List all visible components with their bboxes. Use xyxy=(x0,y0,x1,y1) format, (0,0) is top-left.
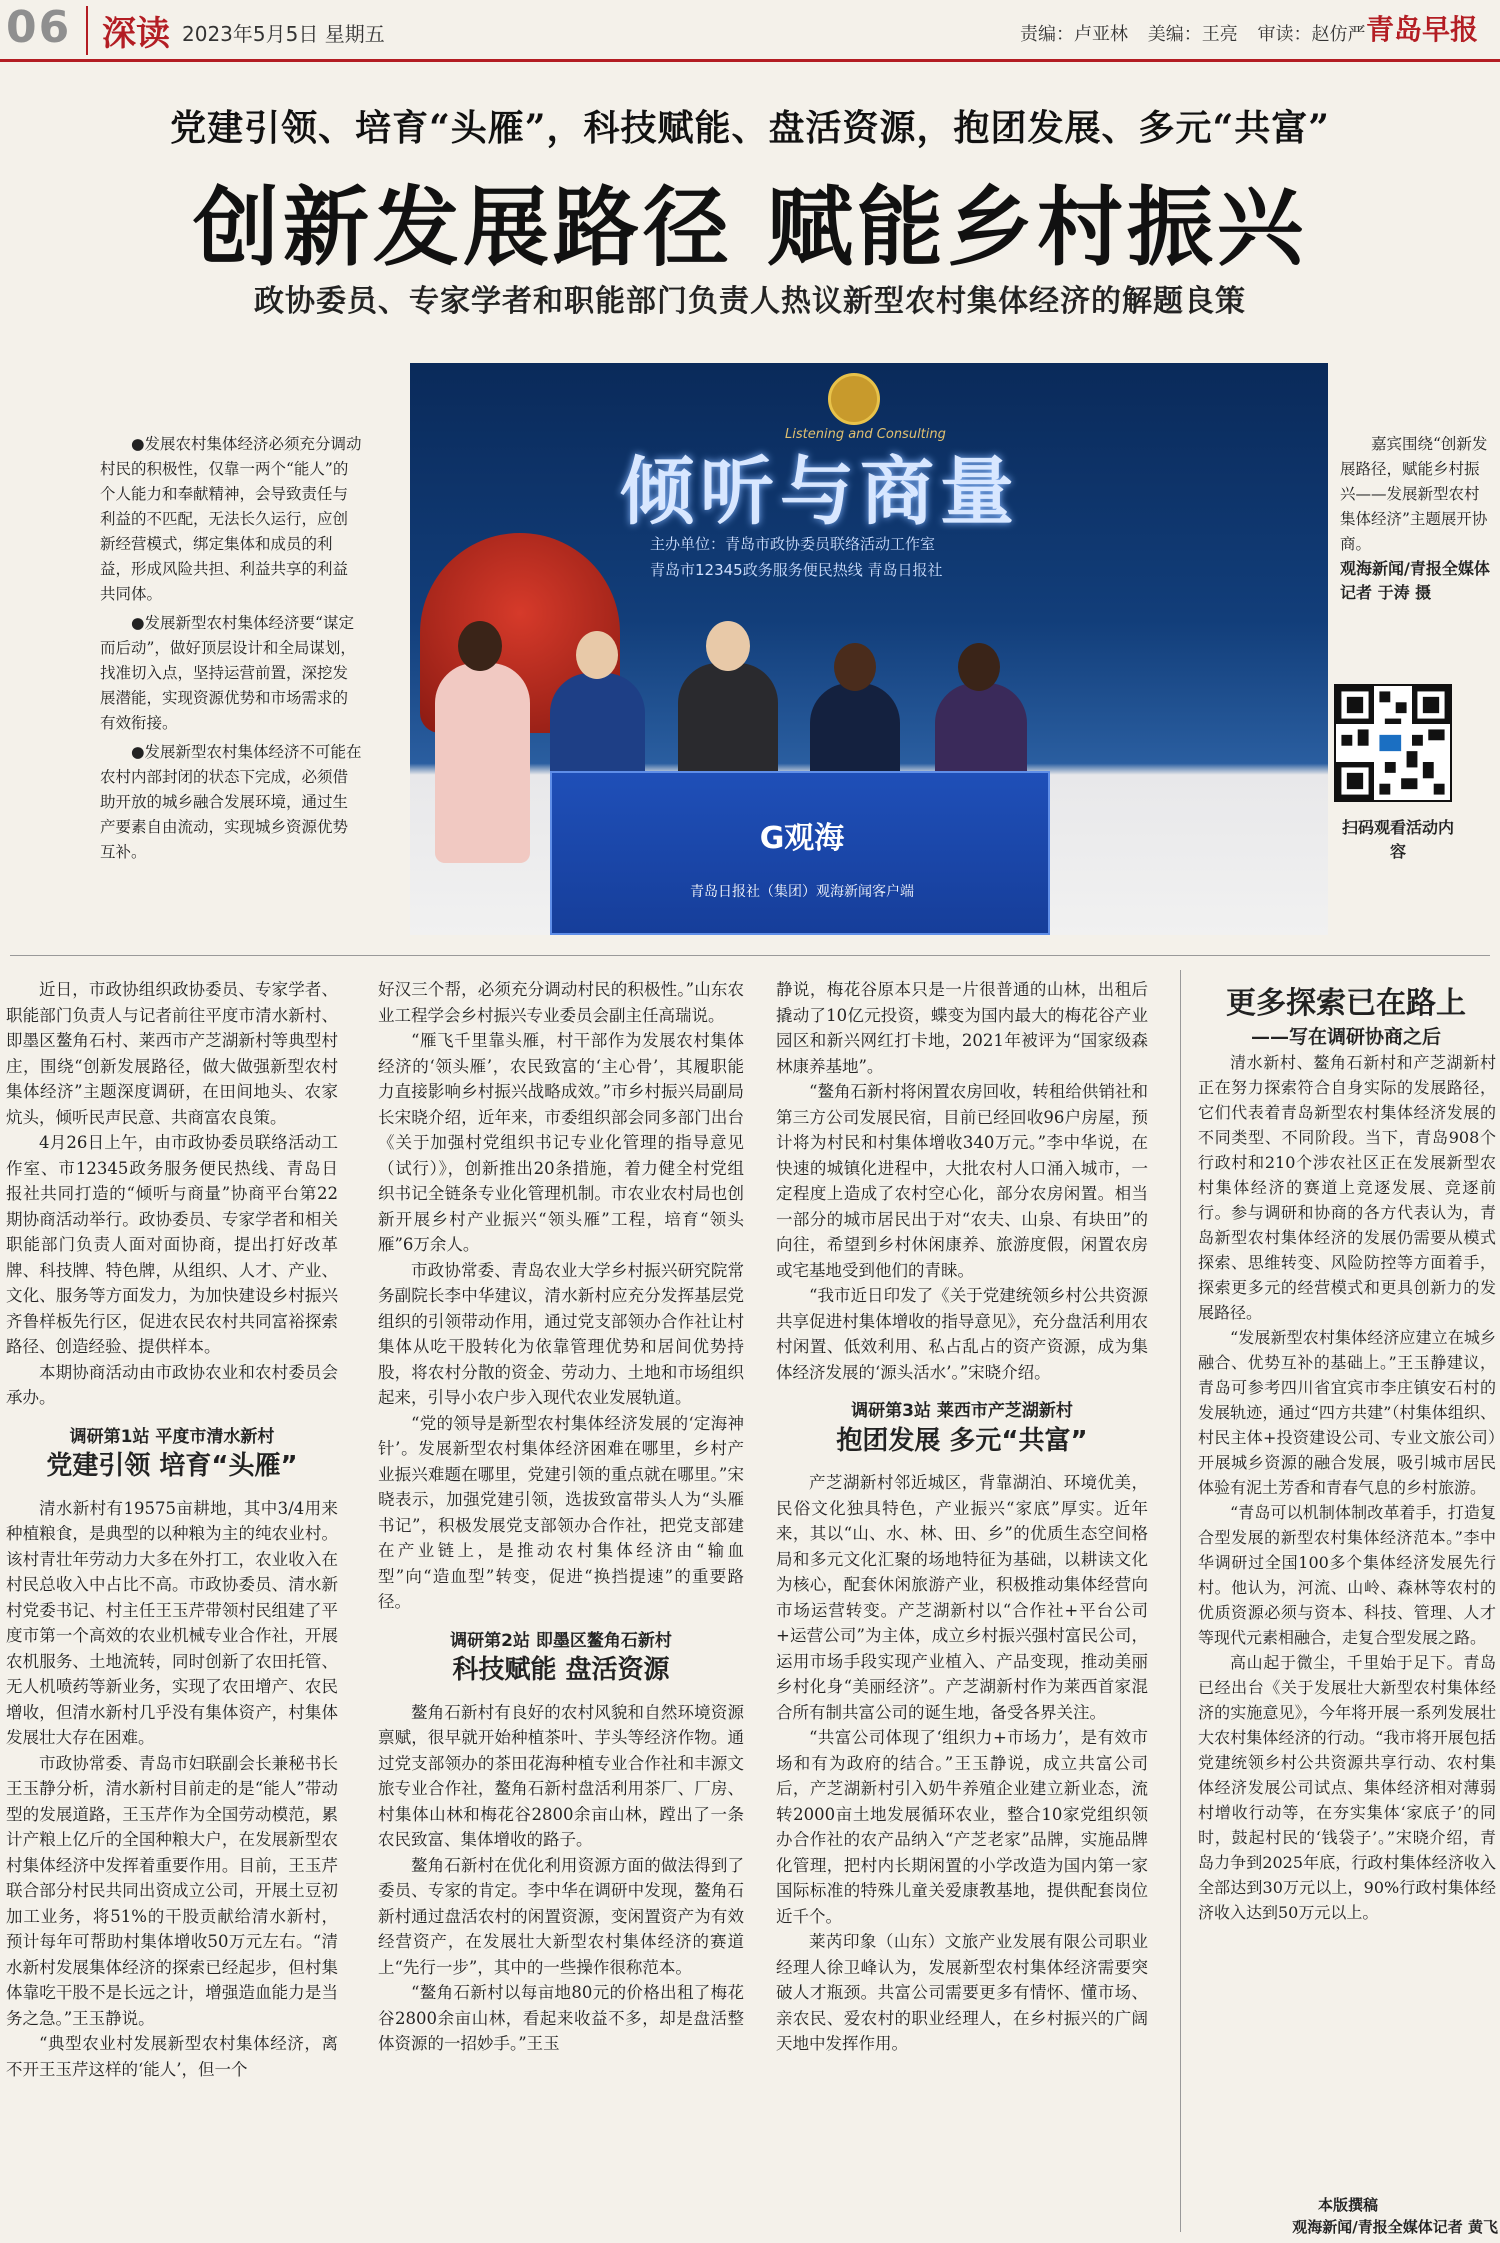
stop-title: 抱团发展 多元“共富” xyxy=(836,1425,1088,1456)
event-photo xyxy=(410,363,1328,935)
photo-credit: 观海新闻/青报全媒体记者 于涛 摄 xyxy=(1340,559,1490,602)
cppcc-emblem-icon xyxy=(828,373,880,425)
paragraph: “我市近日印发了《关于党建统领乡村公共资源共享促进村集体增收的指导意见》，充分盘活利用农村闲置、低效利用、私占乱占的资产资源，成为集体经济发展的‘源头活水’。”宋晓介绍。 xyxy=(776,1286,1148,1382)
key-point: ●发展新型农村集体经济要“谋定而后动”，做好顶层设计和全局谋划，找准切入点，坚持运营前置，深挖发展潜能，实现资源优势和市场需求的有效衔接。 xyxy=(100,614,356,732)
page-number: 06 xyxy=(6,2,72,53)
sidebar-subtitle: ——写在调研协商之后 xyxy=(1250,1026,1441,1048)
host-head xyxy=(458,621,502,671)
desk-caption: 青岛日报社（集团）观海新闻客户端 xyxy=(690,884,914,900)
sidebar-title: 更多探索已在路上 xyxy=(1226,986,1466,1021)
guest-head xyxy=(834,643,876,691)
page-header xyxy=(0,0,1500,62)
paragraph: “青岛可以机制体制改革着手，打造复合型发展的新型农村集体经济范本。”李中华调研过全国100多个集体经济发展先行村。他认为，河流、山岭、森林等农村的优质资源必须与资本、科技、管理、人才等现代元素相融合，走复合型发展之路。 xyxy=(1198,1503,1496,1647)
guest-head xyxy=(576,631,618,679)
paragraph: 市政协常委、青岛市妇联副会长兼秘书长王玉静分析，清水新村目前走的是“能人”带动型的发展道路，王玉芹作为全国劳动模范，累计产粮上亿斤的全国种粮大户，在发展新型农村集体经济中发挥着重要作用。目前，王玉芹联合部分村民共同出资成立公司，开展土豆初加工业务，将51%的干股贡献给清水新村，预计每年可帮助村集体增收50万元左右。“清水新村发展集体经济的探索已经起步，但村集体靠吃干股不是长远之计，增强造血能力是当务之急。”王玉静说。 xyxy=(6,1753,338,2028)
stop-label: 调研第2站 即墨区鳌角石新村 xyxy=(450,1630,672,1651)
qr-code-icon[interactable] xyxy=(1334,684,1452,802)
byline: 观海新闻/青报全媒体记者 黄飞 xyxy=(1292,2218,1498,2236)
photo-caption xyxy=(1340,432,1490,605)
stop-3-heading xyxy=(776,1399,1148,1454)
paragraph: 4月26日上午，由市政协委员联络活动工作室、市12345政务服务便民热线、青岛日报社共同打造的“倾听与商量”协商平台第22期协商活动举行。政协委员、专家学者和相关职能部门负责人面对面协商，提出打好改革牌、科技牌、特色牌，从组织、人才、产业、文化、服务等方面发力，为加快建设乡村振兴齐鲁样板先行区，促进农民农村共同富裕探索路径、创造经验、提供样本。 xyxy=(6,1133,338,1356)
reviewer-credit: 审读：赵仿严 xyxy=(1257,24,1366,45)
paragraph: 鳌角石新村有良好的农村风貌和自然环境资源禀赋，很早就开始种植茶叶、芋头等经济作物。通过党支部领办的茶田花海种植专业合作社和丰源文旅专业合作社，鳌角石新村盘活利用茶厂、厂房、村集体山林和梅花谷2800余亩山林，蹚出了一条农民致富、集体增收的路子。 xyxy=(378,1702,744,1849)
stop-label: 调研第1站 平度市清水新村 xyxy=(69,1426,275,1447)
section-name: 深读 xyxy=(86,6,170,55)
paragraph: 静说，梅花谷原本只是一片很普通的山林，出租后撬动了10亿元投资，蝶变为国内最大的梅花谷产业园区和新兴网红打卡地，2021年被评为“国家级森林康养基地”。 xyxy=(776,980,1148,1076)
desk-logo: G观海 xyxy=(759,821,845,856)
headline-kicker: 党建引领、培育“头雁”，科技赋能、盘活资源，抱团发展、多元“共富” xyxy=(170,107,1330,149)
byline-label: 本版撰稿 xyxy=(1317,2196,1378,2214)
screen-line: 主办单位：青岛市政协委员联络活动工作室 xyxy=(650,535,936,553)
screen-title: 倾听与商量 xyxy=(620,449,1020,535)
sidebar-body xyxy=(1198,1050,1496,2220)
qr-pattern xyxy=(1336,686,1450,800)
article-column-1 xyxy=(6,977,338,2243)
stop-title: 党建引领 培育“头雁” xyxy=(46,1451,298,1481)
article-column-3 xyxy=(776,977,1148,2243)
paragraph: “党的领导是新型农村集体经济发展的‘定海神针’。发展新型农村集体经济困难在哪里，乡村产业振兴难题在哪里，党建引领的重点就在哪里。”宋晓表示，加强党建引领，选拔致富带头人为“头雁书记”，积极发展党支部领办合作社，把党支部建在产业链上，是推动农村集体经济由“输血型”向“造血型”转变，促进“换挡提速”的重要路径。 xyxy=(378,1413,744,1611)
paragraph: “鳌角石新村将闲置农房回收，转租给供销社和第三方公司发展民宿，目前已经回收96户房屋，预计将为村民和村集体增收340万元。”李中华说，在快速的城镇化进程中，大批农村人口涌入城市，一定程度上造成了农村空心化，部分农房闲置。相当一部分的城市居民出于对“农夫、山泉、有块田”的向往，希望到乡村休闲康养、旅游度假，闲置农房或宅基地受到他们的青睐。 xyxy=(776,1082,1148,1280)
screen-organizers xyxy=(650,531,943,583)
stop-title: 科技赋能 盘活资源 xyxy=(452,1655,670,1685)
paragraph: 产芝湖新村邻近城区，背靠湖泊、环境优美，民俗文化独具特色，产业振兴“家底”厚实。近年来，其以“山、水、林、田、乡”的优质生态空间格局和多元文化汇聚的场地特征为基础，以耕读文化为核心，配套休闲旅游产业，积极推动集体经营向市场运营转变。产芝湖新村以“合作社+平台公司+运营公司”为主体，成立乡村振兴强村富民公司，运用市场手段实现产业植入、产品变现，推动美丽乡村化身“美丽经济”。产芝湖新村作为莱西首家混合所有制共富公司的诞生地，备受各界关注。 xyxy=(776,1473,1148,1722)
paragraph: 好汉三个帮，必须充分调动村民的积极性。”山东农业工程学会乡村振兴专业委员会副主任高瑞说。 xyxy=(378,980,744,1025)
paragraph: 鳌角石新村在优化利用资源方面的做法得到了委员、专家的肯定。李中华在调研中发现，鳌角石新村通过盘活农村的闲置资源，变闲置资产为有效经营资产，在发展壮大新型农村集体经济的赛道上“先行一步”，其中的一些操作很称范本。 xyxy=(378,1855,744,1977)
screen-line: 青岛市12345政务服务便民热线 青岛日报社 xyxy=(650,561,943,579)
editor-credit: 责编：卢亚林 xyxy=(1020,24,1128,45)
caption-text: 嘉宾围绕“创新发展路径，赋能乡村振兴——发展新型农村集体经济”主题展开协商。 xyxy=(1340,435,1488,553)
stop-label: 调研第3站 莱西市产芝湖新村 xyxy=(851,1401,1073,1421)
paragraph: 本期协商活动由市政协农业和农村委员会承办。 xyxy=(6,1362,338,1407)
guest-head xyxy=(958,643,1000,691)
article-column-2 xyxy=(378,977,744,2243)
paragraph: 莱芮印象（山东）文旅产业发展有限公司职业经理人徐卫峰认为，发展新型农村集体经济需要突破人才瓶颈。共富公司需要更多有情怀、懂市场、亲农民、爱农村的职业经理人，在乡村振兴的广阔天地中发挥作用。 xyxy=(776,1932,1148,2053)
issue-date: 2023年5月5日 星期五 xyxy=(182,22,385,46)
headline-deck: 政协委员、专家学者和职能部门负责人热议新型农村集体经济的解题良策 xyxy=(254,284,1246,319)
qr-caption: 扫码观看活动内容 xyxy=(1341,818,1454,861)
newspaper-logo: 青岛早报 xyxy=(1366,13,1479,46)
paragraph: “典型农业村发展新型农村集体经济，离不开王玉芹这样的‘能人’，但一个 xyxy=(6,2034,338,2079)
studio-desk xyxy=(550,771,1050,935)
stop-1-heading xyxy=(6,1425,338,1480)
paragraph: “发展新型农村集体经济应建立在城乡融合、优势互补的基础上。”王玉静建议，青岛可参考四川省宜宾市李庄镇安石村的发展轨迹，通过“四方共建”（村集体组织、村民主体+投资建设公司、专业文旅公司）开展城乡资源的融合发展，吸引城市居民体验有泥土芳香和青春气息的乡村旅游。 xyxy=(1198,1328,1496,1497)
staff-credits xyxy=(1020,20,1379,46)
paragraph: “共富公司体现了‘组织力+市场力’，是有效市场和有为政府的结合。”王玉静说，成立共富公司后，产芝湖新村引入奶牛养殖企业建立新业态，流转2000亩土地发展循环农业，整合10家党组织领办合作社的农产品纳入“产芝老家”品牌，实施品牌化管理，把村内长期闲置的小学改造为国内第一家国际标准的特殊儿童关爱康教基地，提供配套岗位近千个。 xyxy=(776,1728,1148,1926)
paragraph: 高山起于微尘，千里始于足下。青岛已经出台《关于发展壮大新型农村集体经济的实施意见》，今年将开展一系列发展壮大农村集体经济的行动。“我市将开展包括党建统领乡村公共资源共享行动、农村集体经济发展公司试点、集体经济相对薄弱村增收行动等，在夯实集体‘家底子’的同时，鼓起村民的‘钱袋子’。”宋晓介绍，青岛力争到2025年底，行政村集体经济收入全部达到30万元以上，90%行政村集体经济收入达到50万元以上。 xyxy=(1198,1653,1496,1922)
paragraph: 清水新村、鳌角石新村和产芝湖新村正在努力探索符合自身实际的发展路径，它们代表着青岛新型农村集体经济发展的不同类型、不同阶段。当下，青岛908个行政村和210个涉农社区正在发展新型农村集体经济的赛道上竞逐发展、竞逐前行。参与调研和协商的各方代表认为，青岛新型农村集体经济的发展仍需要从模式探索、思维转变、风险防控等方面着手，探索更多元的经营模式和更具创新力的发展路径。 xyxy=(1198,1053,1496,1322)
divider xyxy=(10,955,1490,956)
paragraph: 近日，市政协组织政协委员、专家学者、职能部门负责人与记者前往平度市清水新村、即墨区鳌角石村、莱西市产芝湖新村等典型村庄，围绕“创新发展路径，做大做强新型农村集体经济”主题深度调研，在田间地头、农家炕头，倾听民声民意、共商富农良策。 xyxy=(6,980,338,1127)
paragraph: “雁飞千里靠头雁，村干部作为发展农村集体经济的‘领头雁’，农民致富的‘主心骨’，其履职能力直接影响乡村振兴战略成效。”市乡村振兴局副局长宋晓介绍，近年来，市委组织部会同多部门出台《关于加强村党组织书记专业化管理的指导意见（试行）》，创新推出20条措施，着力健全村党组织书记全链条专业化管理机制。市农业农村局也创新开展乡村产业振兴“领头雁”工程，培育“领头雁”6万余人。 xyxy=(378,1031,744,1254)
paragraph: “鳌角石新村以每亩地80元的价格出租了梅花谷2800余亩山林，看起来收益不多，却是盘活整体资源的一招妙手。”王玉 xyxy=(378,1983,744,2053)
key-point: ●发展农村集体经济必须充分调动村民的积极性，仅靠一两个“能人”的个人能力和奉献精神，会导致责任与利益的不匹配，无法长久运行，应创新经营模式，绑定集体和成员的利益，形成风险共担、利益共享的利益共同体。 xyxy=(100,435,362,603)
stop-2-heading xyxy=(378,1629,744,1684)
guest-head xyxy=(706,621,750,671)
key-points xyxy=(100,432,362,869)
designer-credit: 美编：王亮 xyxy=(1147,24,1238,45)
screen-english-title: Listening and Consulting xyxy=(785,427,946,442)
paragraph: 清水新村有19575亩耕地，其中3/4用来种植粮食，是典型的以种粮为主的纯农业村。该村青壮年劳动力大多在外打工，农业收入在村民总收入中占比不高。市政协委员、清水新村党委书记、村主任王玉芹带领村民组建了平度市第一个高效的农业机械专业合作社，开展农机服务、土地流转，同时创新了农田托管、无人机喷药等新业务，实现了农田增产、农民增收，但清水新村几乎没有集体资产，村集体发展壮大存在困难。 xyxy=(6,1498,338,1747)
paragraph: 市政协常委、青岛农业大学乡村振兴研究院常务副院长李中华建议，清水新村应充分发挥基层党组织的引领带动作用，通过党支部领办合作社让村集体从吃干股转化为依靠管理优势和居间优势持股，将农村分散的资金、劳动力、土地和市场组织起来，引导小农户步入现代农业发展轨道。 xyxy=(378,1260,744,1407)
main-headline: 创新发展路径 赋能乡村振兴 xyxy=(193,178,1307,278)
key-point: ●发展新型农村集体经济不可能在农村内部封闭的状态下完成，必须借助开放的城乡融合发展环境，通过生产要素自由流动，实现城乡资源优势互补。 xyxy=(100,743,362,861)
host-figure xyxy=(435,663,530,863)
